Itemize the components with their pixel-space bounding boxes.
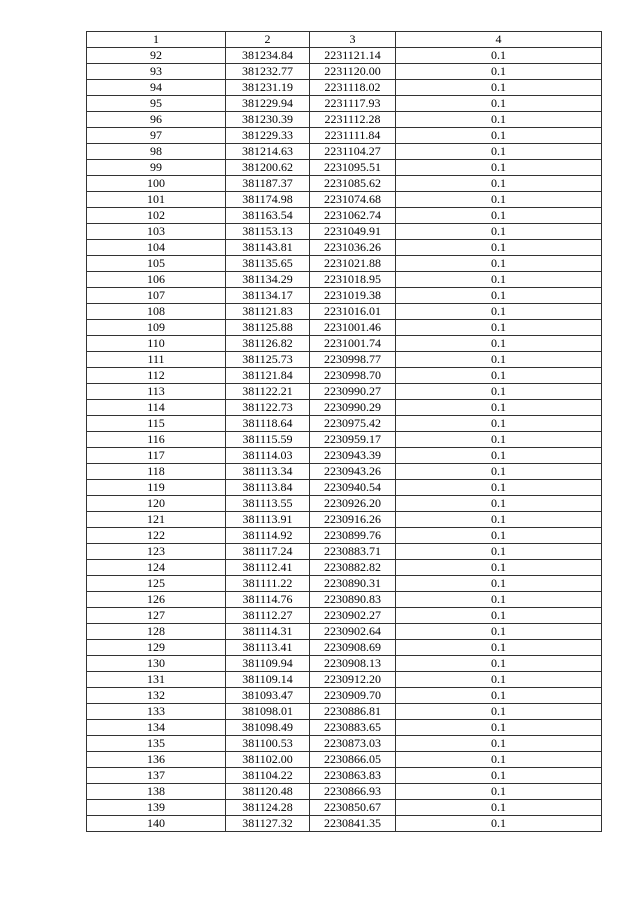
cell-x-coordinate: 381111.22 xyxy=(226,576,310,592)
cell-x-coordinate: 381214.63 xyxy=(226,144,310,160)
cell-value: 0.1 xyxy=(396,416,602,432)
cell-point-number: 120 xyxy=(87,496,226,512)
table-row xyxy=(87,112,602,128)
cell-x-coordinate: 381121.84 xyxy=(226,368,310,384)
column-header-1: 1 xyxy=(87,32,226,48)
cell-value: 0.1 xyxy=(396,432,602,448)
cell-point-number: 94 xyxy=(87,80,226,96)
cell-point-number: 92 xyxy=(87,48,226,64)
cell-point-number: 123 xyxy=(87,544,226,560)
cell-y-coordinate: 2231095.51 xyxy=(310,160,396,176)
cell-point-number: 136 xyxy=(87,752,226,768)
cell-value: 0.1 xyxy=(396,160,602,176)
cell-point-number: 105 xyxy=(87,256,226,272)
header-row xyxy=(87,32,602,48)
cell-value: 0.1 xyxy=(396,288,602,304)
cell-x-coordinate: 381113.91 xyxy=(226,512,310,528)
cell-value: 0.1 xyxy=(396,480,602,496)
table-row xyxy=(87,528,602,544)
cell-point-number: 110 xyxy=(87,336,226,352)
cell-value: 0.1 xyxy=(396,144,602,160)
cell-point-number: 112 xyxy=(87,368,226,384)
cell-value: 0.1 xyxy=(396,688,602,704)
table-row xyxy=(87,736,602,752)
cell-value: 0.1 xyxy=(396,560,602,576)
table-row xyxy=(87,128,602,144)
cell-value: 0.1 xyxy=(396,272,602,288)
cell-y-coordinate: 2231085.62 xyxy=(310,176,396,192)
cell-point-number: 140 xyxy=(87,816,226,832)
table-row xyxy=(87,608,602,624)
table-row xyxy=(87,480,602,496)
cell-x-coordinate: 381187.37 xyxy=(226,176,310,192)
cell-y-coordinate: 2230926.20 xyxy=(310,496,396,512)
cell-x-coordinate: 381113.34 xyxy=(226,464,310,480)
cell-value: 0.1 xyxy=(396,656,602,672)
cell-x-coordinate: 381098.01 xyxy=(226,704,310,720)
cell-point-number: 113 xyxy=(87,384,226,400)
cell-x-coordinate: 381134.29 xyxy=(226,272,310,288)
cell-point-number: 128 xyxy=(87,624,226,640)
cell-value: 0.1 xyxy=(396,304,602,320)
cell-x-coordinate: 381109.14 xyxy=(226,672,310,688)
table-row xyxy=(87,272,602,288)
cell-value: 0.1 xyxy=(396,528,602,544)
cell-point-number: 100 xyxy=(87,176,226,192)
table-row xyxy=(87,160,602,176)
cell-y-coordinate: 2231112.28 xyxy=(310,112,396,128)
cell-x-coordinate: 381114.76 xyxy=(226,592,310,608)
cell-point-number: 95 xyxy=(87,96,226,112)
cell-y-coordinate: 2231049.91 xyxy=(310,224,396,240)
cell-value: 0.1 xyxy=(396,672,602,688)
table-body xyxy=(87,48,602,832)
cell-y-coordinate: 2230890.31 xyxy=(310,576,396,592)
cell-x-coordinate: 381230.39 xyxy=(226,112,310,128)
table-row xyxy=(87,320,602,336)
cell-point-number: 115 xyxy=(87,416,226,432)
table-row xyxy=(87,192,602,208)
cell-point-number: 130 xyxy=(87,656,226,672)
cell-point-number: 106 xyxy=(87,272,226,288)
cell-x-coordinate: 381113.41 xyxy=(226,640,310,656)
cell-x-coordinate: 381100.53 xyxy=(226,736,310,752)
cell-value: 0.1 xyxy=(396,112,602,128)
cell-x-coordinate: 381120.48 xyxy=(226,784,310,800)
cell-x-coordinate: 381122.73 xyxy=(226,400,310,416)
cell-y-coordinate: 2231121.14 xyxy=(310,48,396,64)
cell-point-number: 104 xyxy=(87,240,226,256)
cell-value: 0.1 xyxy=(396,704,602,720)
cell-x-coordinate: 381174.98 xyxy=(226,192,310,208)
cell-point-number: 117 xyxy=(87,448,226,464)
cell-point-number: 119 xyxy=(87,480,226,496)
table-row xyxy=(87,784,602,800)
cell-value: 0.1 xyxy=(396,448,602,464)
cell-point-number: 121 xyxy=(87,512,226,528)
cell-point-number: 103 xyxy=(87,224,226,240)
cell-value: 0.1 xyxy=(396,384,602,400)
table-row xyxy=(87,512,602,528)
table-row xyxy=(87,768,602,784)
column-header-4: 4 xyxy=(396,32,602,48)
cell-y-coordinate: 2230866.93 xyxy=(310,784,396,800)
cell-x-coordinate: 381115.59 xyxy=(226,432,310,448)
cell-value: 0.1 xyxy=(396,192,602,208)
cell-value: 0.1 xyxy=(396,256,602,272)
cell-y-coordinate: 2230940.54 xyxy=(310,480,396,496)
cell-value: 0.1 xyxy=(396,736,602,752)
table-row xyxy=(87,224,602,240)
cell-x-coordinate: 381093.47 xyxy=(226,688,310,704)
cell-value: 0.1 xyxy=(396,176,602,192)
cell-y-coordinate: 2230882.82 xyxy=(310,560,396,576)
cell-value: 0.1 xyxy=(396,64,602,80)
cell-y-coordinate: 2230883.65 xyxy=(310,720,396,736)
cell-y-coordinate: 2230909.70 xyxy=(310,688,396,704)
cell-value: 0.1 xyxy=(396,752,602,768)
table-row xyxy=(87,640,602,656)
cell-x-coordinate: 381124.28 xyxy=(226,800,310,816)
table-row xyxy=(87,304,602,320)
cell-y-coordinate: 2230916.26 xyxy=(310,512,396,528)
cell-x-coordinate: 381153.13 xyxy=(226,224,310,240)
cell-y-coordinate: 2230841.35 xyxy=(310,816,396,832)
cell-x-coordinate: 381143.81 xyxy=(226,240,310,256)
table-row xyxy=(87,368,602,384)
table-row xyxy=(87,464,602,480)
cell-y-coordinate: 2230890.83 xyxy=(310,592,396,608)
table-row xyxy=(87,704,602,720)
cell-value: 0.1 xyxy=(396,784,602,800)
cell-point-number: 114 xyxy=(87,400,226,416)
cell-value: 0.1 xyxy=(396,48,602,64)
cell-value: 0.1 xyxy=(396,368,602,384)
table-header xyxy=(87,32,602,48)
cell-point-number: 137 xyxy=(87,768,226,784)
table-row xyxy=(87,624,602,640)
cell-x-coordinate: 381127.32 xyxy=(226,816,310,832)
cell-y-coordinate: 2230990.29 xyxy=(310,400,396,416)
cell-y-coordinate: 2231019.38 xyxy=(310,288,396,304)
cell-point-number: 139 xyxy=(87,800,226,816)
cell-value: 0.1 xyxy=(396,240,602,256)
cell-y-coordinate: 2230866.05 xyxy=(310,752,396,768)
cell-value: 0.1 xyxy=(396,800,602,816)
cell-value: 0.1 xyxy=(396,720,602,736)
cell-x-coordinate: 381113.84 xyxy=(226,480,310,496)
cell-x-coordinate: 381229.33 xyxy=(226,128,310,144)
cell-y-coordinate: 2231016.01 xyxy=(310,304,396,320)
cell-y-coordinate: 2230998.77 xyxy=(310,352,396,368)
cell-x-coordinate: 381114.31 xyxy=(226,624,310,640)
cell-y-coordinate: 2230990.27 xyxy=(310,384,396,400)
cell-x-coordinate: 381109.94 xyxy=(226,656,310,672)
table-row xyxy=(87,400,602,416)
cell-y-coordinate: 2230863.83 xyxy=(310,768,396,784)
cell-y-coordinate: 2231062.74 xyxy=(310,208,396,224)
cell-y-coordinate: 2231021.88 xyxy=(310,256,396,272)
cell-y-coordinate: 2230998.70 xyxy=(310,368,396,384)
cell-point-number: 127 xyxy=(87,608,226,624)
cell-y-coordinate: 2231118.02 xyxy=(310,80,396,96)
cell-value: 0.1 xyxy=(396,592,602,608)
cell-x-coordinate: 381114.92 xyxy=(226,528,310,544)
cell-y-coordinate: 2231104.27 xyxy=(310,144,396,160)
cell-y-coordinate: 2230975.42 xyxy=(310,416,396,432)
cell-y-coordinate: 2230899.76 xyxy=(310,528,396,544)
cell-y-coordinate: 2231036.26 xyxy=(310,240,396,256)
cell-x-coordinate: 381231.19 xyxy=(226,80,310,96)
cell-value: 0.1 xyxy=(396,608,602,624)
cell-point-number: 93 xyxy=(87,64,226,80)
cell-value: 0.1 xyxy=(396,816,602,832)
table-row xyxy=(87,560,602,576)
cell-value: 0.1 xyxy=(396,128,602,144)
table-row xyxy=(87,64,602,80)
cell-value: 0.1 xyxy=(396,208,602,224)
cell-x-coordinate: 381232.77 xyxy=(226,64,310,80)
cell-y-coordinate: 2230902.27 xyxy=(310,608,396,624)
table-row xyxy=(87,256,602,272)
cell-y-coordinate: 2231111.84 xyxy=(310,128,396,144)
table-row xyxy=(87,672,602,688)
cell-point-number: 122 xyxy=(87,528,226,544)
cell-x-coordinate: 381118.64 xyxy=(226,416,310,432)
cell-point-number: 107 xyxy=(87,288,226,304)
cell-point-number: 134 xyxy=(87,720,226,736)
cell-y-coordinate: 2230959.17 xyxy=(310,432,396,448)
cell-y-coordinate: 2230908.69 xyxy=(310,640,396,656)
cell-y-coordinate: 2231120.00 xyxy=(310,64,396,80)
cell-x-coordinate: 381200.62 xyxy=(226,160,310,176)
cell-x-coordinate: 381104.22 xyxy=(226,768,310,784)
cell-x-coordinate: 381134.17 xyxy=(226,288,310,304)
cell-point-number: 108 xyxy=(87,304,226,320)
cell-x-coordinate: 381113.55 xyxy=(226,496,310,512)
cell-x-coordinate: 381114.03 xyxy=(226,448,310,464)
table-row xyxy=(87,576,602,592)
cell-point-number: 97 xyxy=(87,128,226,144)
cell-point-number: 135 xyxy=(87,736,226,752)
cell-y-coordinate: 2230873.03 xyxy=(310,736,396,752)
cell-point-number: 133 xyxy=(87,704,226,720)
table-row xyxy=(87,96,602,112)
cell-point-number: 116 xyxy=(87,432,226,448)
table-row xyxy=(87,352,602,368)
cell-x-coordinate: 381125.88 xyxy=(226,320,310,336)
table-row xyxy=(87,544,602,560)
cell-value: 0.1 xyxy=(396,352,602,368)
table-row xyxy=(87,288,602,304)
cell-x-coordinate: 381117.24 xyxy=(226,544,310,560)
table-row xyxy=(87,176,602,192)
cell-y-coordinate: 2231018.95 xyxy=(310,272,396,288)
cell-y-coordinate: 2230902.64 xyxy=(310,624,396,640)
table-row xyxy=(87,48,602,64)
cell-x-coordinate: 381125.73 xyxy=(226,352,310,368)
table-row xyxy=(87,592,602,608)
table-row xyxy=(87,80,602,96)
cell-value: 0.1 xyxy=(396,512,602,528)
cell-value: 0.1 xyxy=(396,224,602,240)
table-row xyxy=(87,448,602,464)
table-row xyxy=(87,752,602,768)
cell-point-number: 126 xyxy=(87,592,226,608)
table-row xyxy=(87,336,602,352)
cell-x-coordinate: 381112.41 xyxy=(226,560,310,576)
table-row xyxy=(87,720,602,736)
coordinates-table xyxy=(86,31,602,832)
cell-y-coordinate: 2231001.46 xyxy=(310,320,396,336)
table-row xyxy=(87,496,602,512)
cell-point-number: 102 xyxy=(87,208,226,224)
cell-point-number: 101 xyxy=(87,192,226,208)
cell-x-coordinate: 381098.49 xyxy=(226,720,310,736)
table-row xyxy=(87,416,602,432)
table-row xyxy=(87,656,602,672)
cell-x-coordinate: 381122.21 xyxy=(226,384,310,400)
cell-point-number: 132 xyxy=(87,688,226,704)
table-row xyxy=(87,432,602,448)
cell-point-number: 138 xyxy=(87,784,226,800)
column-header-3: 3 xyxy=(310,32,396,48)
cell-point-number: 124 xyxy=(87,560,226,576)
cell-value: 0.1 xyxy=(396,400,602,416)
cell-value: 0.1 xyxy=(396,544,602,560)
cell-point-number: 125 xyxy=(87,576,226,592)
cell-x-coordinate: 381121.83 xyxy=(226,304,310,320)
cell-point-number: 98 xyxy=(87,144,226,160)
cell-y-coordinate: 2230886.81 xyxy=(310,704,396,720)
table-row xyxy=(87,800,602,816)
column-header-2: 2 xyxy=(226,32,310,48)
table-row xyxy=(87,208,602,224)
cell-y-coordinate: 2230908.13 xyxy=(310,656,396,672)
cell-point-number: 118 xyxy=(87,464,226,480)
cell-y-coordinate: 2231001.74 xyxy=(310,336,396,352)
cell-point-number: 111 xyxy=(87,352,226,368)
cell-y-coordinate: 2231074.68 xyxy=(310,192,396,208)
cell-y-coordinate: 2230912.20 xyxy=(310,672,396,688)
cell-value: 0.1 xyxy=(396,464,602,480)
cell-x-coordinate: 381163.54 xyxy=(226,208,310,224)
cell-x-coordinate: 381102.00 xyxy=(226,752,310,768)
cell-value: 0.1 xyxy=(396,96,602,112)
cell-value: 0.1 xyxy=(396,496,602,512)
cell-x-coordinate: 381234.84 xyxy=(226,48,310,64)
cell-value: 0.1 xyxy=(396,624,602,640)
cell-y-coordinate: 2230850.67 xyxy=(310,800,396,816)
cell-y-coordinate: 2230943.39 xyxy=(310,448,396,464)
cell-point-number: 96 xyxy=(87,112,226,128)
cell-point-number: 99 xyxy=(87,160,226,176)
cell-point-number: 129 xyxy=(87,640,226,656)
cell-value: 0.1 xyxy=(396,320,602,336)
cell-point-number: 109 xyxy=(87,320,226,336)
cell-point-number: 131 xyxy=(87,672,226,688)
table-row xyxy=(87,384,602,400)
cell-x-coordinate: 381229.94 xyxy=(226,96,310,112)
cell-x-coordinate: 381126.82 xyxy=(226,336,310,352)
cell-value: 0.1 xyxy=(396,336,602,352)
cell-x-coordinate: 381135.65 xyxy=(226,256,310,272)
cell-y-coordinate: 2230943.26 xyxy=(310,464,396,480)
table-row xyxy=(87,144,602,160)
cell-value: 0.1 xyxy=(396,576,602,592)
table-row xyxy=(87,688,602,704)
cell-y-coordinate: 2231117.93 xyxy=(310,96,396,112)
cell-y-coordinate: 2230883.71 xyxy=(310,544,396,560)
table-row xyxy=(87,240,602,256)
cell-value: 0.1 xyxy=(396,640,602,656)
table-row xyxy=(87,816,602,832)
cell-value: 0.1 xyxy=(396,80,602,96)
cell-value: 0.1 xyxy=(396,768,602,784)
cell-x-coordinate: 381112.27 xyxy=(226,608,310,624)
